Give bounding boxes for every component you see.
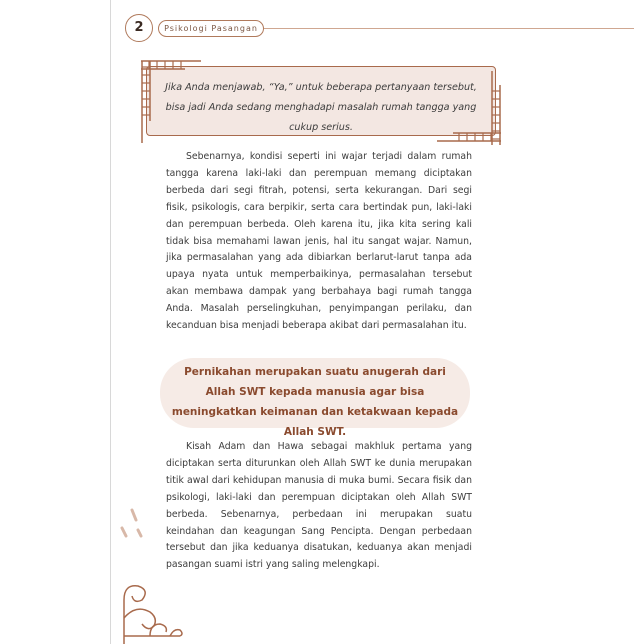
body-paragraph-1-text: Sebenarnya, kondisi seperti ini wajar terjadi dalam rumah tangga karena laki-laki dan perempuan memang diciptakan berbeda dari segi fitrah, potensi, serta kekurangan. Dari segi fisik, psikologis, cara berpikir, serta cara bertindak pun, laki-laki dan perempuan berbeda. Oleh karena itu, jika kita sering kali tidak bisa memahami lawan jenis, hal itu sangat wajar. Namun, jika permasalahan yang ada dibiarkan berlarut-larut tanpa ada upaya nyata untuk memperbaikinya, permasalahan tersebut akan membawa dampak yang berbahaya bagi rumah tangga Anda. Masalah perselingkuhan, penyimpangan perilaku, dan kecanduan bisa menjadi beberapa akibat dari permasalahan itu. [166,151,472,332]
pull-quote: Pernikahan merupakan suatu anugerah dari Allah SWT kepada manusia agar bisa meningkatkan keimanan dan ketakwaan kepada Allah SWT. [171,366,459,438]
running-title: Psikologi Pasangan [158,20,264,37]
ladder-ornament-top-icon [141,58,201,72]
page-number: 2 [125,14,153,42]
corner-flourish-icon [110,500,190,644]
body-paragraph-2-text: Kisah Adam dan Hawa sebagai makhluk pertama yang diciptakan serta diturunkan oleh Allah SWT ke dunia merupakan titik awal dari kehidupan manusia di muka bumi. Secara fisik dan psikologi, laki-laki dan perempuan diciptakan oleh Allah SWT berbeda. Sebenarnya, perbedaan ini merupakan suatu keindahan dan keagungan Sang Pencipta. Dengan perbedaan tersebut dan jika keduanya disatukan, keduanya akan menjadi pasangan suami istri yang saling melengkapi. [166,441,472,571]
callout-box [146,66,496,136]
body-paragraph-2 [166,439,472,574]
ladder-ornament-left-icon [139,61,153,143]
header-rule [264,28,634,29]
body-paragraph-1 [166,149,472,335]
callout-text: Jika Anda menjawab, “Ya,” untuk beberapa pertanyaan tersebut, bisa jadi Anda sedang menghadapi masalah rumah tangga yang cukup serius. [165,82,477,133]
